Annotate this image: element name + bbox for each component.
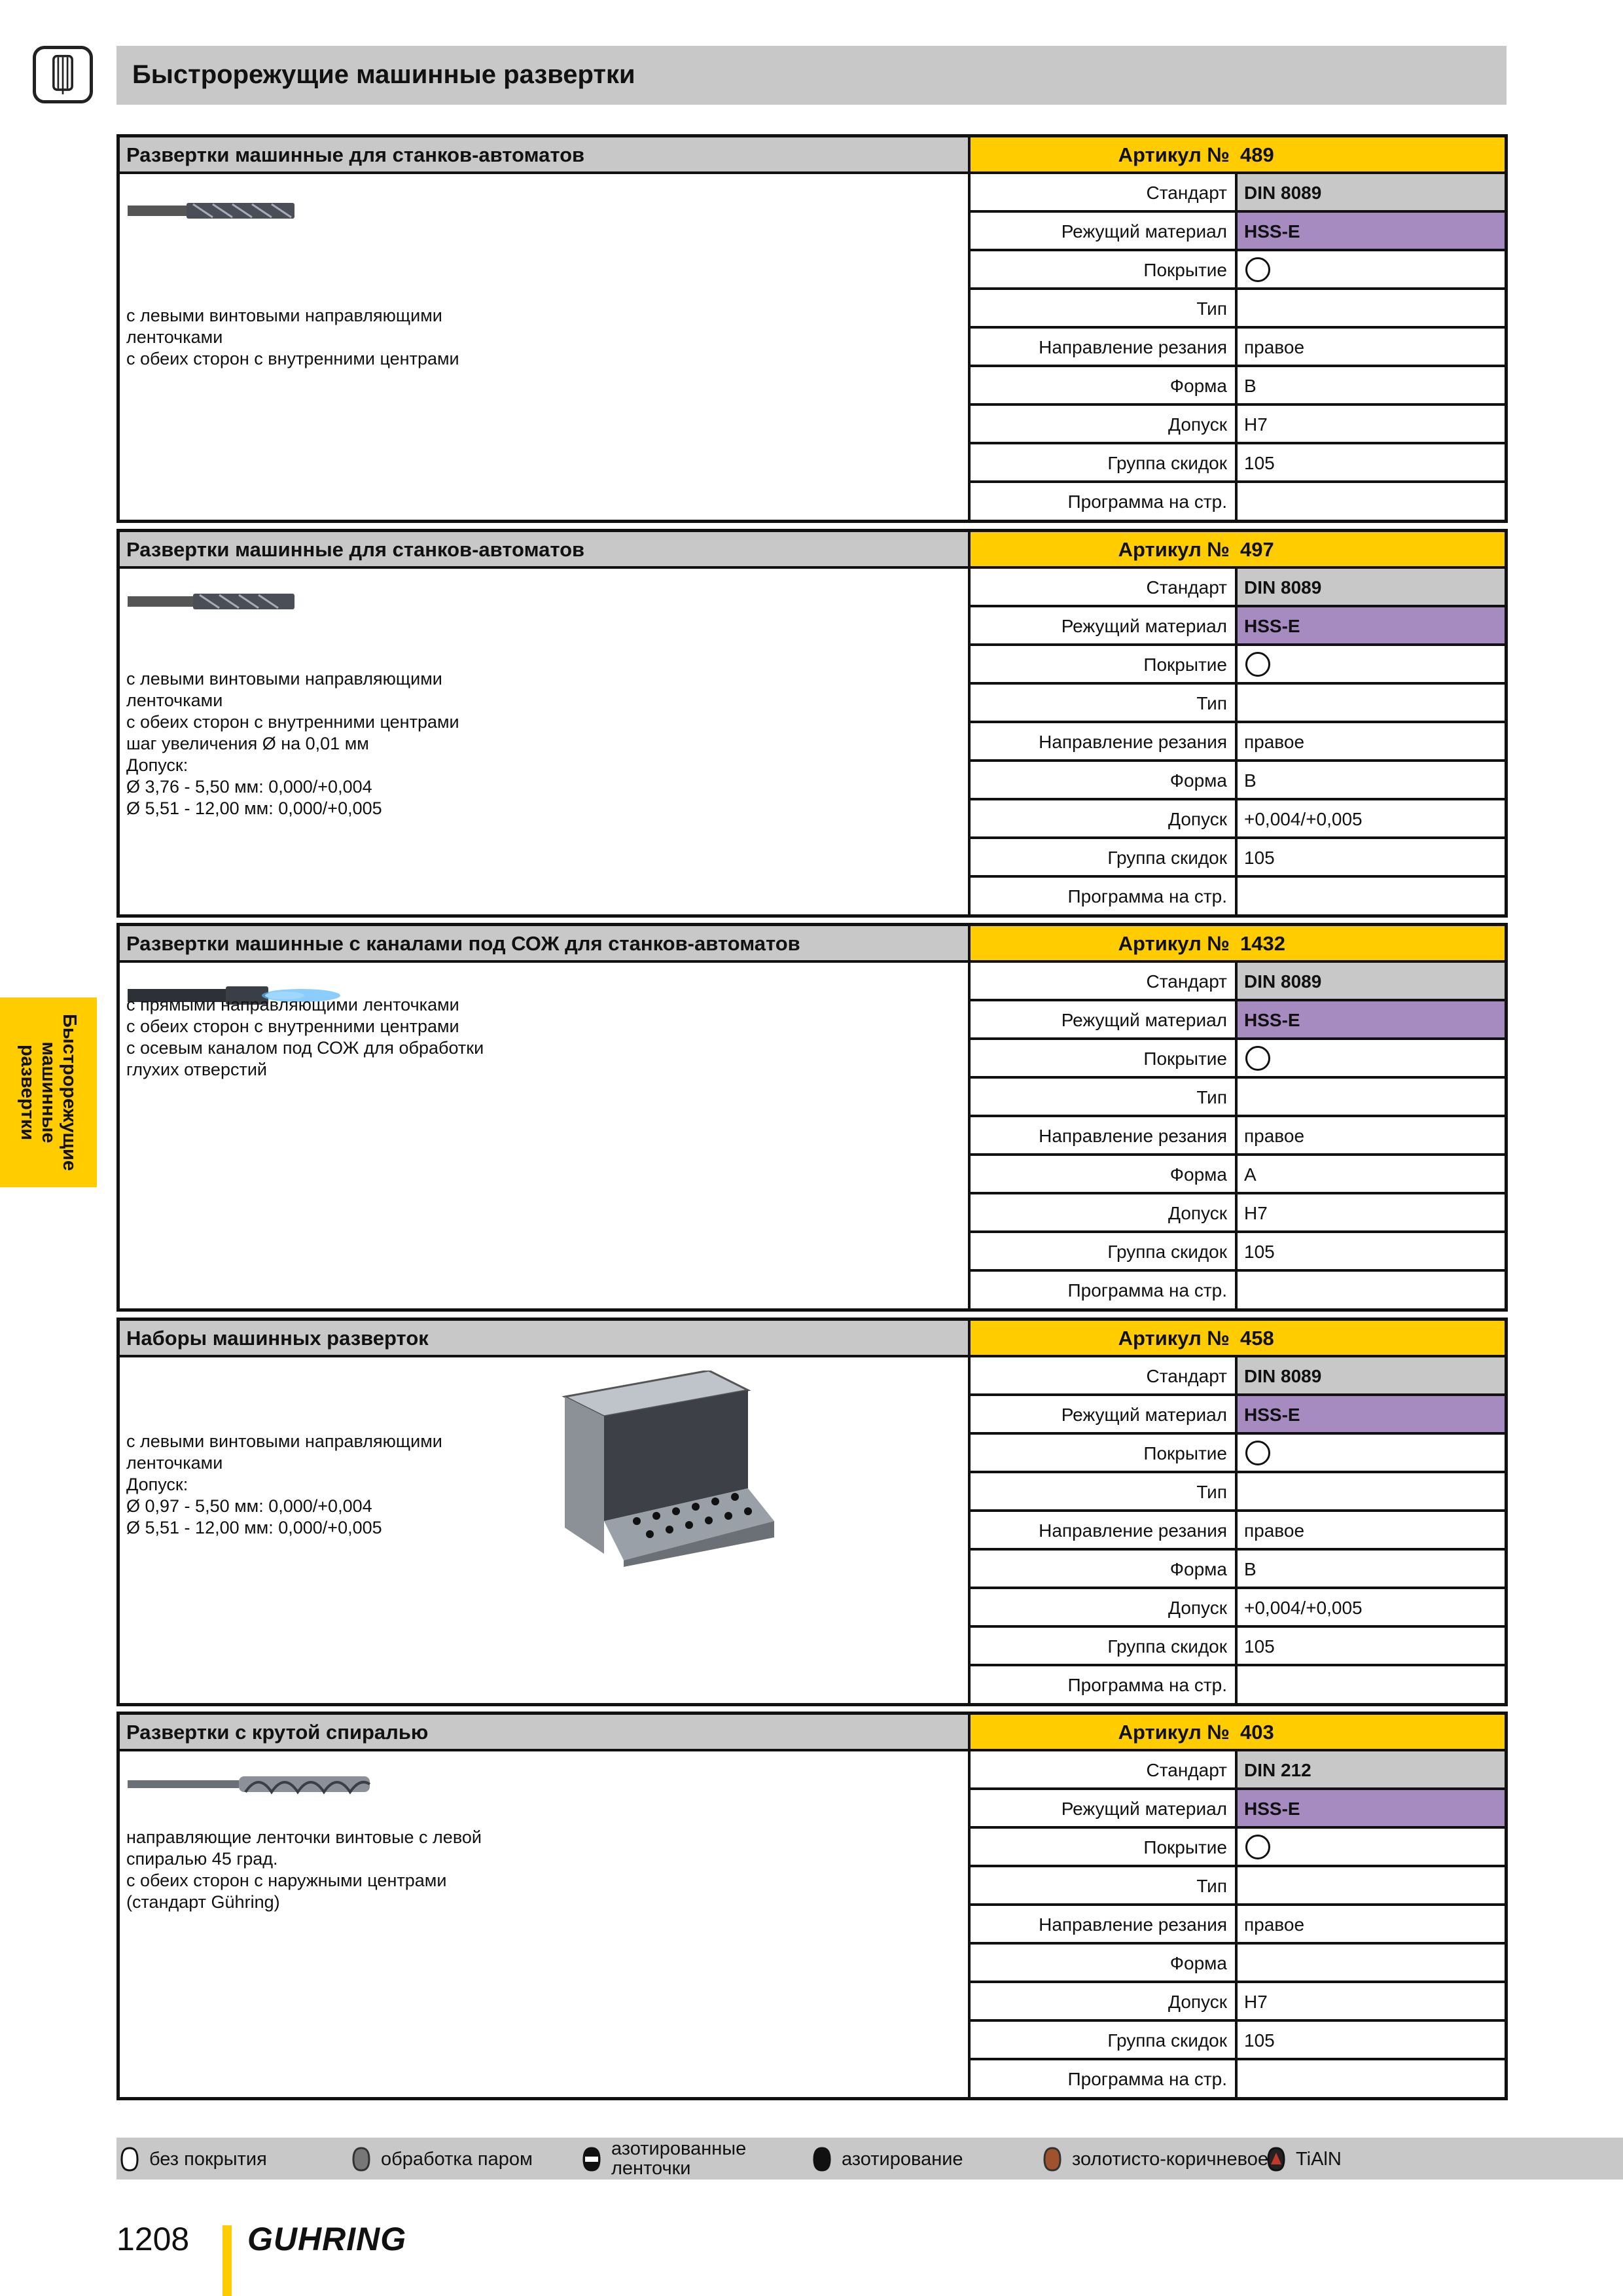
prop-value-direction: правое bbox=[1244, 1126, 1305, 1146]
product-description: с левыми винтовыми направляющими ленточками с обеих сторон с внутренними центрами bbox=[126, 306, 459, 368]
prop-label-program: Программа на стр. bbox=[1067, 1675, 1227, 1695]
side-tab-label: Быстрорежущие машинные развертки bbox=[17, 1014, 80, 1171]
prop-row-coating bbox=[971, 1040, 1505, 1079]
prop-value-material: HSS-E bbox=[1244, 1799, 1300, 1819]
prop-row-form bbox=[971, 762, 1505, 800]
product-section bbox=[116, 1712, 1508, 2100]
prop-row-material bbox=[971, 213, 1505, 251]
product-section bbox=[116, 529, 1508, 918]
prop-value-form: B bbox=[1244, 376, 1257, 396]
product-section bbox=[116, 1318, 1508, 1706]
section-title: Наборы машинных разверток bbox=[126, 1327, 429, 1350]
prop-row-program bbox=[971, 1666, 1505, 1705]
product-description-panel bbox=[120, 569, 971, 914]
prop-row-form bbox=[971, 1156, 1505, 1194]
product-description: с левыми винтовыми направляющими ленточками Допуск: Ø 0,97 - 5,50 мм: 0,000/+0,004 Ø 5,51 - 12,00 мм: 0,000/+0,005 bbox=[126, 1431, 442, 1537]
prop-value-discount: 105 bbox=[1244, 848, 1275, 868]
prop-row-direction bbox=[971, 1117, 1505, 1156]
prop-value-form: B bbox=[1244, 1559, 1257, 1579]
prop-value-standard: DIN 8089 bbox=[1244, 971, 1322, 992]
reamer-403-spiral-image bbox=[128, 1771, 376, 1801]
prop-row-discount bbox=[971, 2022, 1505, 2060]
section-title: Развертки с крутой спиралью bbox=[126, 1721, 429, 1744]
no-coating-circle-icon bbox=[1245, 257, 1270, 282]
section-title: Развертки машинные для станков-автоматов bbox=[126, 143, 585, 166]
prop-row-coating bbox=[971, 1435, 1505, 1473]
prop-value-discount: 105 bbox=[1244, 1242, 1275, 1262]
prop-value-direction: правое bbox=[1244, 337, 1305, 357]
steam-treatment-icon bbox=[348, 2146, 374, 2172]
prop-label-form: Форма bbox=[1169, 376, 1227, 396]
reamer-set-458-image bbox=[552, 1371, 787, 1570]
prop-label-discount: Группа скидок bbox=[1107, 453, 1227, 473]
page-title-bar bbox=[116, 46, 1507, 105]
prop-value-tolerance: H7 bbox=[1244, 414, 1268, 435]
prop-value-discount: 105 bbox=[1244, 1636, 1275, 1657]
prop-row-standard bbox=[971, 963, 1505, 1001]
prop-label-form: Форма bbox=[1169, 770, 1227, 791]
reamer-489-image bbox=[128, 198, 298, 227]
prop-label-tolerance: Допуск bbox=[1168, 1203, 1227, 1223]
no-coating-icon bbox=[116, 2146, 143, 2172]
article-header bbox=[971, 1715, 1505, 1751]
prop-label-coating: Покрытие bbox=[1143, 655, 1227, 675]
prop-row-material bbox=[971, 1790, 1505, 1829]
prop-row-discount bbox=[971, 839, 1505, 878]
article-number[interactable]: 1432 bbox=[1240, 932, 1285, 955]
properties-table bbox=[971, 1357, 1505, 1703]
article-header bbox=[971, 137, 1505, 174]
prop-label-standard: Стандарт bbox=[1146, 183, 1227, 203]
product-description-panel bbox=[120, 963, 971, 1308]
legend-label: азотированные ленточки bbox=[611, 2138, 747, 2179]
article-label: Артикул № bbox=[1118, 538, 1230, 561]
prop-value-material: HSS-E bbox=[1244, 616, 1300, 636]
prop-label-direction: Направление резания bbox=[1039, 1126, 1227, 1146]
prop-value-tolerance: +0,004/+0,005 bbox=[1244, 809, 1363, 829]
prop-row-material bbox=[971, 1001, 1505, 1040]
prop-label-material: Режущий материал bbox=[1061, 1799, 1227, 1819]
prop-label-coating: Покрытие bbox=[1143, 260, 1227, 280]
legend-label: золотисто-коричневое bbox=[1072, 2149, 1268, 2170]
prop-row-material bbox=[971, 1396, 1505, 1435]
prop-row-program bbox=[971, 1272, 1505, 1310]
side-tab[interactable] bbox=[0, 997, 97, 1187]
no-coating-circle-icon bbox=[1245, 1835, 1270, 1859]
prop-row-standard bbox=[971, 1357, 1505, 1396]
tialn-icon bbox=[1263, 2146, 1289, 2172]
prop-label-tolerance: Допуск bbox=[1168, 414, 1227, 435]
reamer-497-image bbox=[128, 588, 298, 618]
prop-row-program bbox=[971, 2060, 1505, 2099]
prop-row-form bbox=[971, 367, 1505, 406]
prop-row-standard bbox=[971, 1751, 1505, 1790]
prop-value-form: B bbox=[1244, 770, 1257, 791]
prop-label-tolerance: Допуск bbox=[1168, 809, 1227, 829]
prop-label-form: Форма bbox=[1169, 1559, 1227, 1579]
prop-row-direction bbox=[971, 723, 1505, 762]
prop-row-standard bbox=[971, 569, 1505, 607]
article-header bbox=[971, 926, 1505, 963]
properties-table bbox=[971, 569, 1505, 914]
article-number[interactable]: 458 bbox=[1240, 1327, 1274, 1350]
properties-table bbox=[971, 174, 1505, 520]
prop-label-discount: Группа скидок bbox=[1107, 2030, 1227, 2051]
prop-row-coating bbox=[971, 251, 1505, 290]
prop-label-type: Тип bbox=[1196, 1482, 1227, 1502]
legend-label: азотирование bbox=[842, 2149, 963, 2170]
prop-value-form: A bbox=[1244, 1164, 1257, 1185]
prop-label-direction: Направление резания bbox=[1039, 732, 1227, 752]
prop-label-standard: Стандарт bbox=[1146, 1366, 1227, 1386]
footer-accent-bar bbox=[223, 2225, 232, 2296]
prop-value-material: HSS-E bbox=[1244, 1010, 1300, 1030]
prop-value-direction: правое bbox=[1244, 1914, 1305, 1935]
article-number[interactable]: 489 bbox=[1240, 143, 1274, 166]
prop-label-program: Программа на стр. bbox=[1067, 1280, 1227, 1300]
coating-legend bbox=[116, 2138, 1623, 2179]
article-label: Артикул № bbox=[1118, 932, 1230, 955]
prop-label-material: Режущий материал bbox=[1061, 616, 1227, 636]
prop-row-direction bbox=[971, 1906, 1505, 1945]
prop-row-tolerance bbox=[971, 1983, 1505, 2022]
prop-value-direction: правое bbox=[1244, 732, 1305, 752]
prop-row-material bbox=[971, 607, 1505, 646]
article-label: Артикул № bbox=[1118, 1327, 1230, 1350]
product-section bbox=[116, 134, 1508, 523]
prop-label-discount: Группа скидок bbox=[1107, 1636, 1227, 1657]
prop-label-coating: Покрытие bbox=[1143, 1837, 1227, 1857]
prop-row-type bbox=[971, 290, 1505, 329]
prop-value-tolerance: +0,004/+0,005 bbox=[1244, 1598, 1363, 1618]
prop-label-standard: Стандарт bbox=[1146, 971, 1227, 992]
prop-row-coating bbox=[971, 646, 1505, 685]
article-number[interactable]: 403 bbox=[1240, 1721, 1274, 1744]
prop-label-type: Тип bbox=[1196, 693, 1227, 713]
page-title: Быстрорежущие машинные развертки bbox=[132, 60, 635, 89]
prop-row-coating bbox=[971, 1829, 1505, 1867]
product-section bbox=[116, 923, 1508, 1312]
prop-label-material: Режущий материал bbox=[1061, 221, 1227, 242]
properties-table bbox=[971, 1751, 1505, 2097]
prop-label-material: Режущий материал bbox=[1061, 1405, 1227, 1425]
prop-row-standard bbox=[971, 174, 1505, 213]
prop-label-standard: Стандарт bbox=[1146, 577, 1227, 598]
prop-value-direction: правое bbox=[1244, 1520, 1305, 1541]
prop-label-program: Программа на стр. bbox=[1067, 2069, 1227, 2089]
prop-label-direction: Направление резания bbox=[1039, 1520, 1227, 1541]
legend-label: обработка паром bbox=[381, 2149, 533, 2170]
no-coating-circle-icon bbox=[1245, 1441, 1270, 1465]
brand-logo: GUHRING bbox=[247, 2221, 407, 2257]
prop-label-program: Программа на стр. bbox=[1067, 492, 1227, 512]
product-description: с левыми винтовыми направляющими ленточками с обеих сторон с внутренними центрами шаг увеличения Ø на 0,01 мм Допуск: Ø 3,76 - 5,50 мм: 0,000/+0,004 Ø 5,51 - 12,00 мм: 0,000/+0,005 bbox=[126, 669, 459, 818]
prop-label-coating: Покрытие bbox=[1143, 1443, 1227, 1463]
nitrided-margins-icon bbox=[579, 2146, 605, 2172]
prop-value-discount: 105 bbox=[1244, 2030, 1275, 2051]
prop-value-standard: DIN 212 bbox=[1244, 1760, 1311, 1780]
page-number: 1208 bbox=[116, 2221, 190, 2257]
prop-label-form: Форма bbox=[1169, 1164, 1227, 1185]
prop-row-direction bbox=[971, 1512, 1505, 1551]
product-description: с прямыми направляющими ленточками с обеих сторон с внутренними центрами с осевым каналом под СОЖ для обработки глухих отверстий bbox=[126, 995, 484, 1079]
prop-label-direction: Направление резания bbox=[1039, 1914, 1227, 1935]
prop-label-tolerance: Допуск bbox=[1168, 1992, 1227, 2012]
product-description-panel bbox=[120, 1357, 971, 1703]
prop-label-type: Тип bbox=[1196, 1876, 1227, 1896]
article-number[interactable]: 497 bbox=[1240, 538, 1274, 561]
prop-label-type: Тип bbox=[1196, 1087, 1227, 1107]
prop-value-material: HSS-E bbox=[1244, 221, 1300, 242]
prop-value-tolerance: H7 bbox=[1244, 1992, 1268, 2012]
legend-label: без покрытия bbox=[149, 2149, 267, 2170]
prop-row-tolerance bbox=[971, 1194, 1505, 1233]
prop-row-discount bbox=[971, 1233, 1505, 1272]
prop-row-tolerance bbox=[971, 800, 1505, 839]
prop-row-discount bbox=[971, 1628, 1505, 1666]
prop-value-standard: DIN 8089 bbox=[1244, 577, 1322, 598]
prop-label-program: Программа на стр. bbox=[1067, 886, 1227, 906]
product-description-panel bbox=[120, 1751, 971, 2097]
prop-label-direction: Направление резания bbox=[1039, 337, 1227, 357]
prop-row-type bbox=[971, 1867, 1505, 1906]
gold-brown-icon bbox=[1039, 2146, 1065, 2172]
article-label: Артикул № bbox=[1118, 1721, 1230, 1744]
section-title: Развертки машинные для станков-автоматов bbox=[126, 538, 585, 561]
prop-row-type bbox=[971, 1473, 1505, 1512]
legend-label: TiAlN bbox=[1296, 2149, 1342, 2170]
article-label: Артикул № bbox=[1118, 143, 1230, 166]
prop-label-material: Режущий материал bbox=[1061, 1010, 1227, 1030]
prop-row-type bbox=[971, 685, 1505, 723]
prop-row-type bbox=[971, 1079, 1505, 1117]
no-coating-circle-icon bbox=[1245, 652, 1270, 677]
prop-row-form bbox=[971, 1551, 1505, 1589]
prop-row-discount bbox=[971, 444, 1505, 483]
product-description: направляющие ленточки винтовые с левой спиралью 45 град. с обеих сторон с наружными центрами (стандарт Gühring) bbox=[126, 1827, 482, 1912]
prop-value-standard: DIN 8089 bbox=[1244, 183, 1322, 203]
prop-label-standard: Стандарт bbox=[1146, 1760, 1227, 1780]
prop-label-discount: Группа скидок bbox=[1107, 848, 1227, 868]
prop-row-program bbox=[971, 483, 1505, 522]
prop-value-standard: DIN 8089 bbox=[1244, 1366, 1322, 1386]
no-coating-circle-icon bbox=[1245, 1046, 1270, 1071]
prop-value-tolerance: H7 bbox=[1244, 1203, 1268, 1223]
nitriding-icon bbox=[809, 2146, 835, 2172]
prop-label-coating: Покрытие bbox=[1143, 1049, 1227, 1069]
product-description-panel bbox=[120, 174, 971, 520]
properties-table bbox=[971, 963, 1505, 1308]
prop-row-tolerance bbox=[971, 406, 1505, 444]
prop-row-tolerance bbox=[971, 1589, 1505, 1628]
article-header bbox=[971, 532, 1505, 569]
prop-value-material: HSS-E bbox=[1244, 1405, 1300, 1425]
prop-row-direction bbox=[971, 329, 1505, 367]
prop-value-discount: 105 bbox=[1244, 453, 1275, 473]
prop-label-type: Тип bbox=[1196, 298, 1227, 319]
prop-label-discount: Группа скидок bbox=[1107, 1242, 1227, 1262]
prop-label-form: Форма bbox=[1169, 1953, 1227, 1973]
prop-row-program bbox=[971, 878, 1505, 916]
category-reamer-icon bbox=[33, 46, 93, 103]
prop-label-tolerance: Допуск bbox=[1168, 1598, 1227, 1618]
article-header bbox=[971, 1321, 1505, 1357]
section-title: Развертки машинные с каналами под СОЖ для станков-автоматов bbox=[126, 932, 800, 955]
prop-row-form bbox=[971, 1945, 1505, 1983]
